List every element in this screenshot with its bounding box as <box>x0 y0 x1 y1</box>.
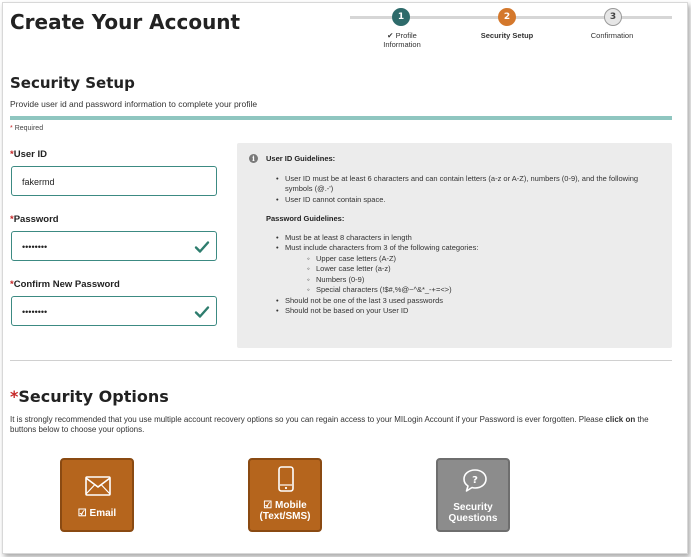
list-item: ◦ Lower case letter (a-z) <box>307 264 666 275</box>
list-item: ◦ Upper case letters (A-Z) <box>307 254 666 265</box>
security-questions-option-button[interactable] <box>436 458 510 532</box>
envelope-icon <box>85 476 111 496</box>
password-categories-list <box>285 254 666 296</box>
guidelines-content <box>266 154 666 317</box>
step-2-label: Security Setup <box>480 31 534 40</box>
mobile-option-button[interactable] <box>248 458 322 532</box>
mobile-phone-icon <box>278 466 294 492</box>
step-2-circle: 2 <box>498 8 516 26</box>
list-item: • Must include characters from 3 of the following categories: ◦ Upper case letters (A-Z) ◦ Lower case letter (a-z) ◦ Numbers (0-9) ◦ Special characters (!$#,%@~^&*_-+=<>) <box>276 243 666 296</box>
progress-bar <box>10 116 672 120</box>
required-note: * Required <box>10 125 44 132</box>
step-1-label: ✔ Profile Information <box>383 31 421 49</box>
email-option-button[interactable] <box>60 458 134 532</box>
list-item: • Must be at least 8 characters in length <box>276 233 666 244</box>
step-1-circle: 1 <box>392 8 410 26</box>
list-item: • Should not be based on your User ID <box>276 306 666 317</box>
list-item: • User ID cannot contain space. <box>276 195 666 206</box>
list-item: • Should not be one of the last 3 used passwords <box>276 296 666 307</box>
mobile-option-label: ☑ Mobile (Text/SMS) <box>259 500 311 522</box>
section-description: Provide user id and password information to complete your profile <box>10 99 258 109</box>
svg-text:?: ? <box>472 475 478 486</box>
list-item: ◦ Special characters (!$#,%@~^&*_-+=<>) <box>307 285 666 296</box>
user-id-guidelines-heading: User ID Guidelines: <box>266 154 336 163</box>
security-options-title: *Security Options <box>10 387 169 406</box>
checkbox-checked-icon: ☑ <box>263 500 273 511</box>
section-title: Security Setup <box>10 74 135 92</box>
step-complete-check-icon: ✔ <box>387 31 394 40</box>
step-3-circle: 3 <box>604 8 622 26</box>
valid-check-icon <box>194 239 210 255</box>
confirm-password-label: *Confirm New Password <box>10 279 120 290</box>
step-3-label: Confirmation <box>590 31 634 40</box>
question-bubble-icon <box>461 467 489 495</box>
list-item: • User ID must be at least 6 characters and can contain letters (a-z or A-Z), numbers (0-9), and the following symbols (@.-') <box>276 174 666 195</box>
user-id-input[interactable]: fakermd <box>11 166 217 196</box>
checkbox-checked-icon: ☑ <box>77 508 87 519</box>
list-item: ◦ Numbers (0-9) <box>307 275 666 286</box>
password-guidelines-heading: Password Guidelines: <box>266 214 345 223</box>
page-title: Create Your Account <box>10 10 241 34</box>
user-id-rules-list <box>276 174 666 206</box>
section-divider <box>10 360 672 361</box>
password-rules-list <box>276 233 666 317</box>
info-icon: i <box>249 154 258 163</box>
security-options-description: It is strongly recommended that you use multiple account recovery options so you can regain access to your MILogin Account if your Password is ever forgotten. Please click on the buttons below to choose your options. <box>10 415 649 434</box>
confirm-password-input[interactable]: •••••••• <box>11 296 217 326</box>
valid-check-icon <box>194 304 210 320</box>
email-option-label: ☑ Email <box>77 508 117 519</box>
password-label: *Password <box>10 214 59 225</box>
user-id-label: *User ID <box>10 149 47 160</box>
password-input[interactable]: •••••••• <box>11 231 217 261</box>
security-questions-option-label: Security Questions <box>448 502 498 524</box>
